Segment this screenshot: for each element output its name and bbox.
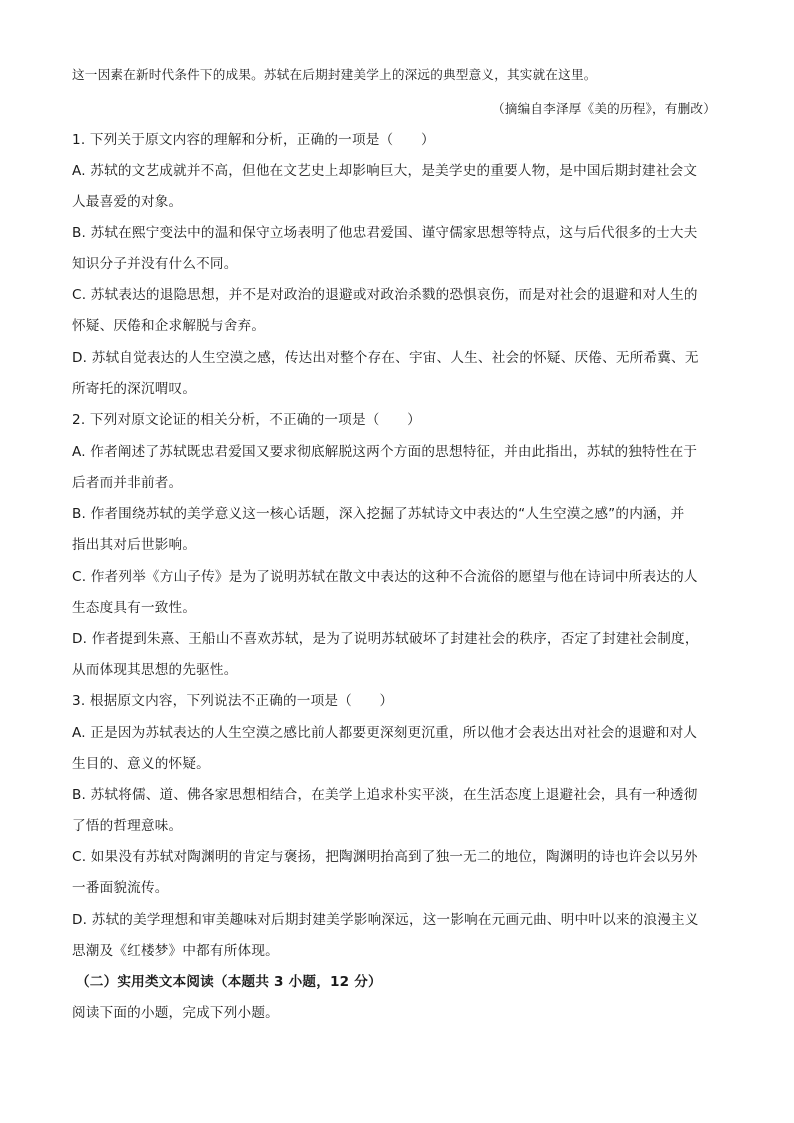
q1-option-b: B. 苏轼在熙宁变法中的温和保守立场表明了他忠君爱国、谨守儒家思想等特点，这与后代很多的士大夫 [72,225,698,241]
intro-text: 这一因素在新时代条件下的成果。苏轼在后期封建美学上的深远的典型意义，其实就在这里。 [72,67,597,82]
q3-option-d-cont: 思潮及《红楼梦》中都有所体现。 [72,943,279,959]
question-3-stem: 3. 根据原文内容，下列说法不正确的一项是（ ） [72,693,394,709]
q1-option-a: A. 苏轼的文艺成就并不高，但他在文艺史上却影响巨大，是美学史的重要人物，是中国后期封建社会文 [72,163,698,179]
q3-option-c: C. 如果没有苏轼对陶渊明的肯定与褒扬，把陶渊明抬高到了独一无二的地位，陶渊明的诗也许会以另外 [72,849,698,865]
q1-option-d: D. 苏轼自觉表达的人生空漠之感，传达出对整个存在、宇宙、人生、社会的怀疑、厌倦、无所希冀、无 [72,350,699,366]
q2-option-b-cont: 指出其对后世影响。 [72,537,197,553]
q2-option-a: A. 作者阐述了苏轼既忠君爱国又要求彻底解脱这两个方面的思想特征，并由此指出，苏轼的独特性在于 [72,444,698,460]
q3-option-b-cont: 了悟的哲理意味。 [72,818,183,834]
source-citation: （摘编自李泽厚《美的历程》，有删改） [492,101,716,116]
q3-option-d: D. 苏轼的美学理想和审美趣味对后期封建美学影响深远，这一影响在元画元曲、明中叶以来的浪漫主义 [72,912,699,928]
question-1-stem: 1. 下列关于原文内容的理解和分析，正确的一项是（ ） [72,132,435,148]
q1-option-c: C. 苏轼表达的退隐思想，并不是对政治的退避或对政治杀戮的恐惧哀伤，而是对社会的退避和对人生的 [72,287,698,303]
q2-option-b: B. 作者围绕苏轼的美学意义这一核心话题，深入挖掘了苏轼诗文中表达的“人生空漠之感”的内涵，并 [72,506,685,522]
q2-option-a-cont: 后者而并非前者。 [72,475,183,491]
q2-option-d-cont: 从而体现其思想的先驱性。 [72,662,238,678]
q1-option-c-cont: 怀疑、厌倦和企求解脱与舍弃。 [72,318,266,334]
q1-option-b-cont: 知识分子并没有什么不同。 [72,256,238,272]
q2-option-c-cont: 生态度具有一致性。 [72,600,197,616]
q3-option-a: A. 正是因为苏轼表达的人生空漠之感比前人都要更深刻更沉重，所以他才会表达出对社会的退避和对人 [72,725,698,741]
q1-option-a-cont: 人最喜爱的对象。 [72,194,183,210]
section-instruction: 阅读下面的小题，完成下列小题。 [72,1005,279,1021]
q2-option-c: C. 作者列举《方山子传》是为了说明苏轼在散文中表达的这种不合流俗的愿望与他在诗词中所表达的人 [72,569,698,585]
question-2-stem: 2. 下列对原文论证的相关分析，不正确的一项是（ ） [72,412,421,428]
q3-option-c-cont: 一番面貌流传。 [72,880,169,896]
q3-option-a-cont: 生目的、意义的怀疑。 [72,756,210,772]
q3-option-b: B. 苏轼将儒、道、佛各家思想相结合，在美学上追求朴实平淡，在生活态度上退避社会，具有一种透彻 [72,787,698,803]
q1-option-d-cont: 所寄托的深沉喟叹。 [72,381,197,397]
q2-option-d: D. 作者提到朱熹、王船山不喜欢苏轼，是为了说明苏轼破坏了封建社会的秩序，否定了封建社会制度， [72,631,699,647]
section-heading: （二）实用类文本阅读（本题共 3 小题，12 分） [76,974,382,990]
